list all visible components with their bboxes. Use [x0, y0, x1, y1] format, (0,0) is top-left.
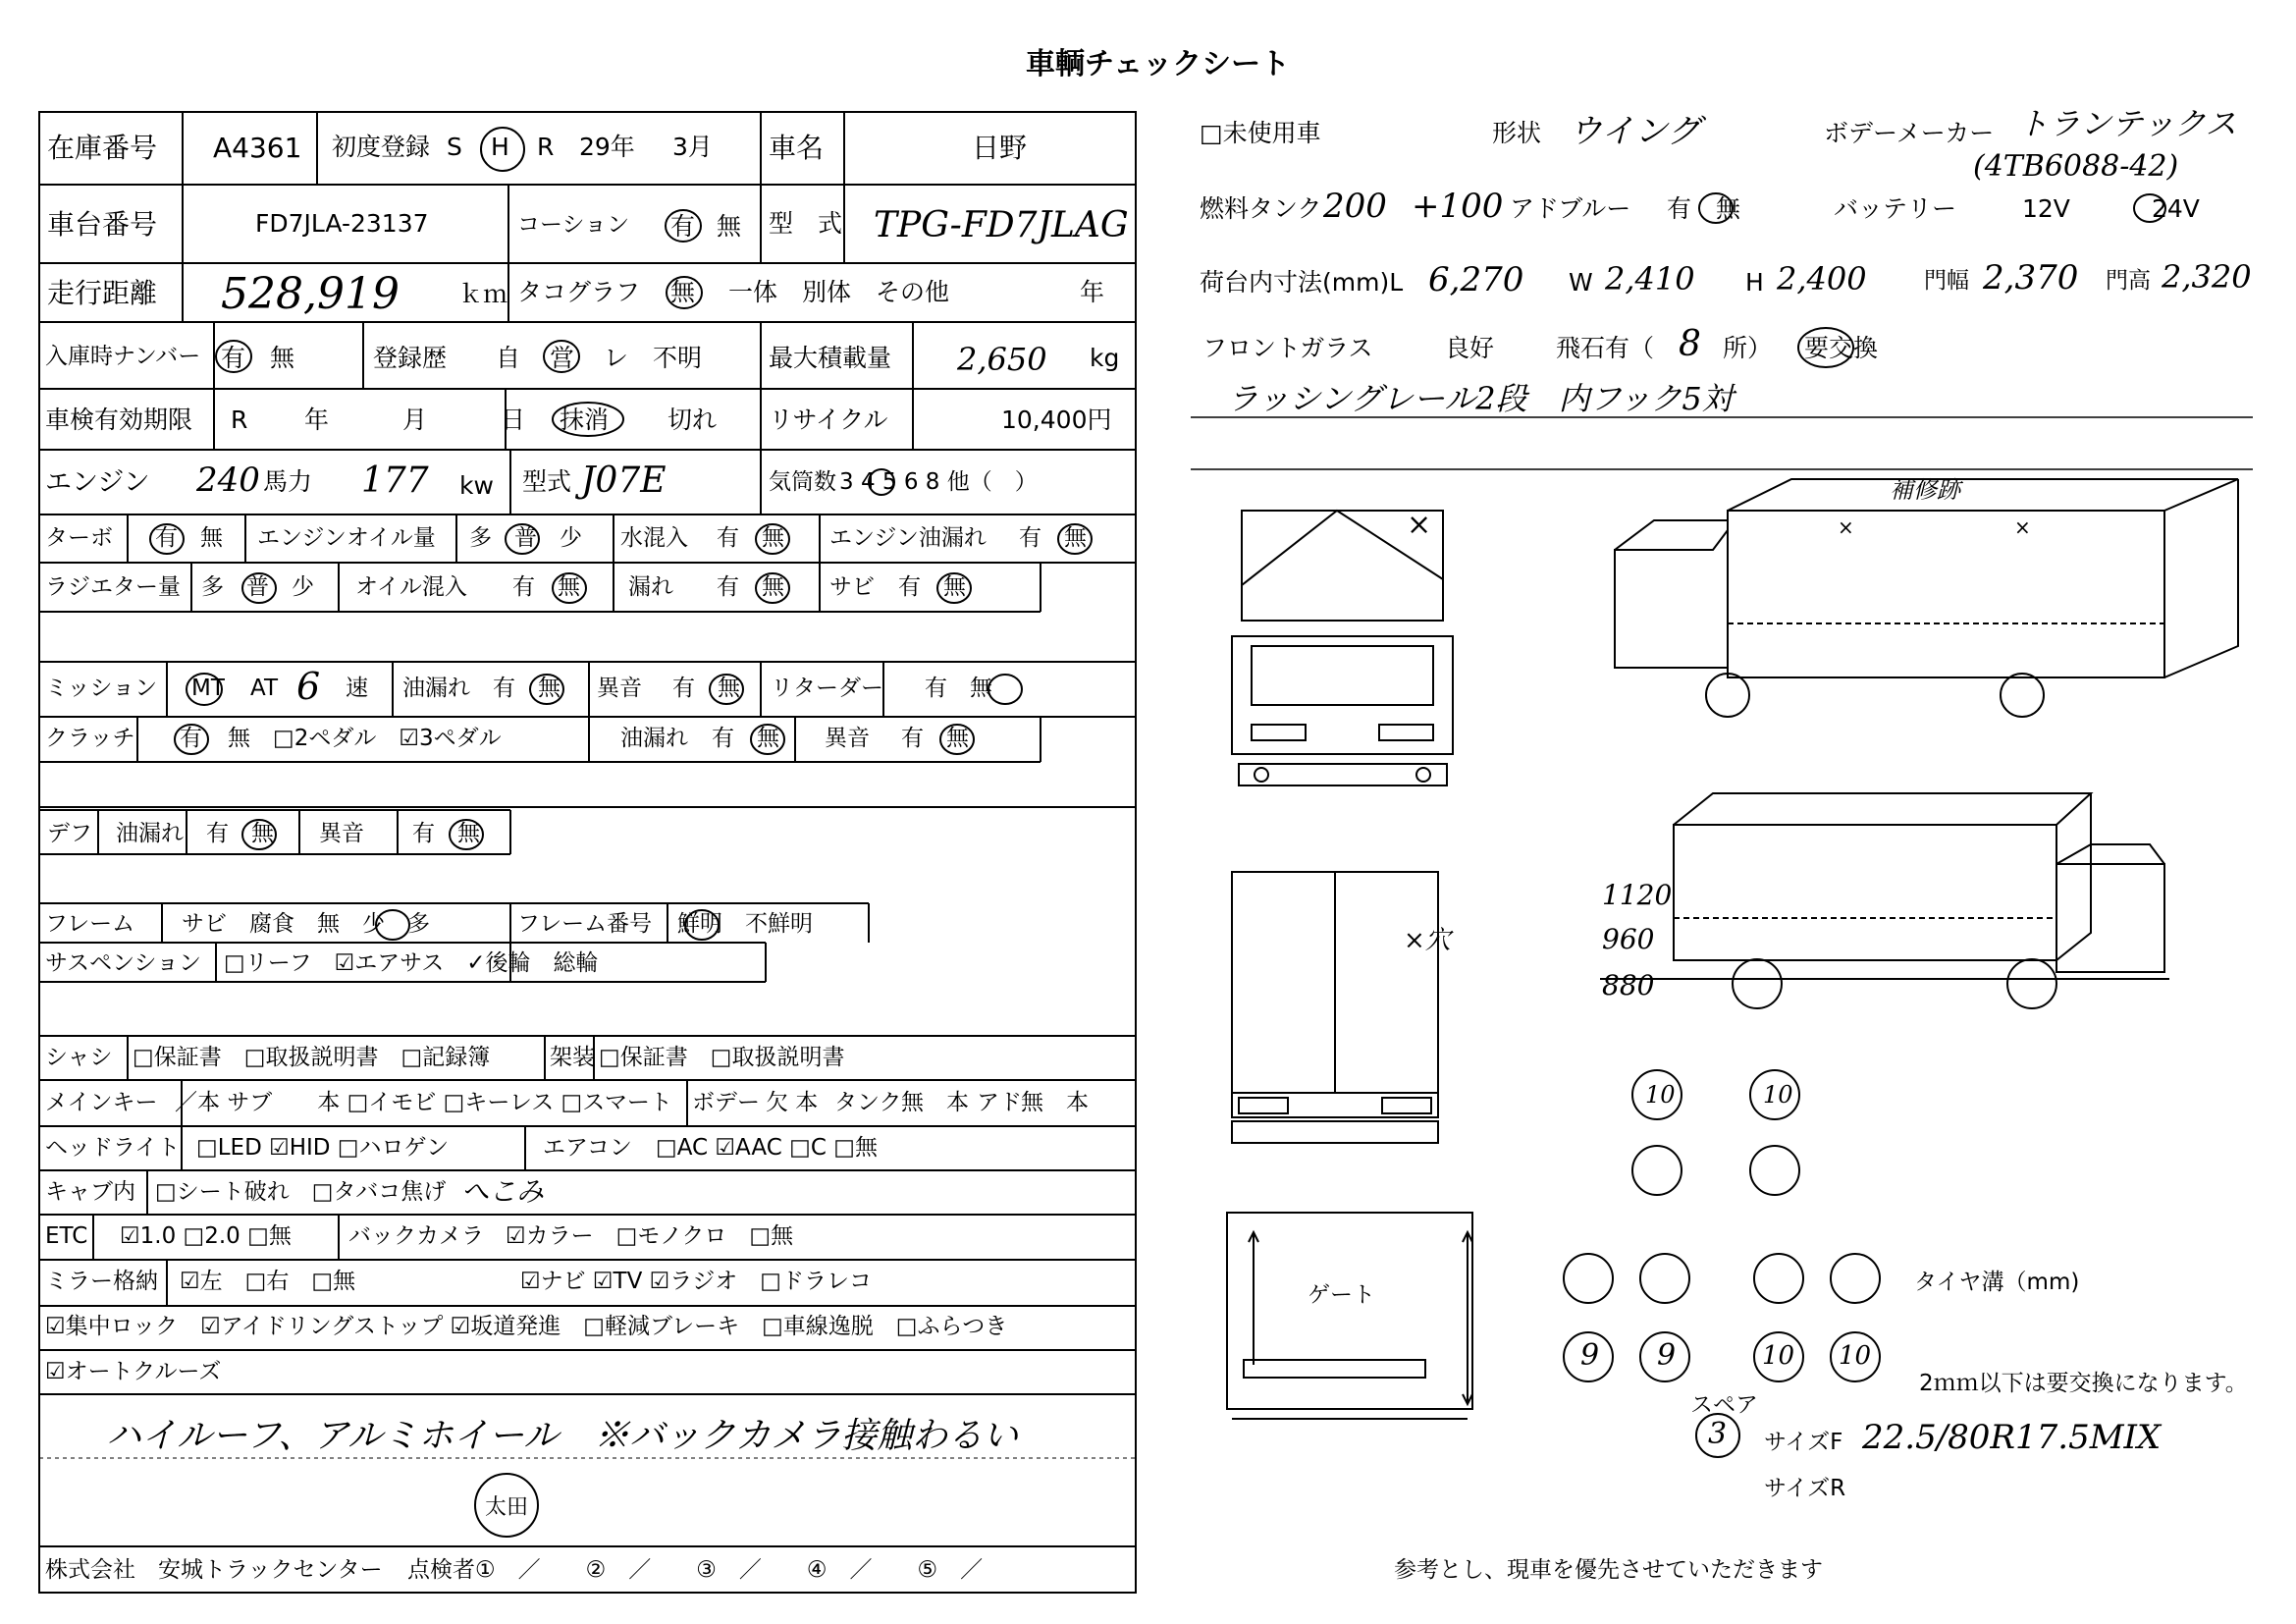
tire-label: タイヤ溝（mm) [1914, 1270, 2080, 1295]
car-name-label: 車名 [769, 132, 825, 164]
height-960: 960 [1602, 923, 1655, 955]
headlight-label: ヘッドライト [45, 1135, 181, 1161]
bottom-truck-box [1674, 825, 2056, 960]
tire-bottom-4: 10 [1839, 1341, 1872, 1371]
frame-label: フレーム [45, 911, 135, 937]
chip-label: 飛石有（ [1556, 334, 1655, 362]
bottom-truck-wheel-rear [1733, 959, 1782, 1008]
cab-opts: □シート破れ □タバコ焦げ [155, 1179, 447, 1205]
gate-w: 2,370 [1983, 258, 2079, 298]
mission-noise-opts: 有 無 [672, 676, 740, 701]
top-truck-cab [1615, 530, 1728, 668]
battery-12: 12V [2022, 194, 2070, 223]
model-label: 型 式 [769, 209, 843, 238]
size-f: 22.5/80R17.5MIX [1862, 1418, 2162, 1457]
mt: MT [191, 676, 225, 701]
top-truck-wheel-rear [2001, 674, 2044, 717]
rust-opts: 有 無 [898, 574, 966, 600]
equip-row2: ☑オートクルーズ [45, 1359, 222, 1384]
engine-leak-opts: 有 無 [1019, 525, 1087, 551]
headlight-opts: □LED ☑HID □ハロゲン [196, 1135, 450, 1161]
reg-hist-label: 登録歴 [373, 344, 448, 372]
radiator-opts: 多 普 少 [201, 574, 314, 600]
stock-no: A4361 [213, 132, 302, 164]
chip-unit: 所） [1723, 334, 1773, 362]
turbo-label: ターボ [45, 525, 113, 551]
stock-no-label: 在庫番号 [47, 132, 158, 164]
cab-note: へこみ [461, 1175, 545, 1208]
w-label: W [1569, 268, 1593, 297]
mirror-opts: ☑左 □右 □無 [180, 1269, 356, 1294]
diff-oil-leak-label: 油漏れ [116, 821, 184, 846]
era-r: R [537, 133, 555, 161]
height-880: 880 [1602, 969, 1655, 1001]
backcam-label: バックカメラ [348, 1223, 484, 1249]
retarder-opts: 有 無 [925, 676, 992, 701]
ad-key-val: 無 本 [1021, 1090, 1089, 1115]
inspect-ymd: 年 月 日 [304, 406, 526, 434]
era-s: S [447, 133, 462, 161]
front-cab-body [1232, 636, 1453, 754]
ad-key-label: アド [977, 1090, 1022, 1115]
dent-note: 補修跡 [1890, 476, 1960, 504]
battery-24: 24V [2152, 194, 2200, 223]
h-label: H [1745, 268, 1764, 297]
mission-oil-leak-opts: 有 無 [493, 676, 561, 701]
height-1120: 1120 [1602, 879, 1673, 911]
oil-mix-opts: 有 無 [512, 574, 580, 600]
diff-noise-opts: 有 無 [412, 821, 480, 846]
reg-hist-fumei: 不明 [653, 344, 703, 372]
body-docs-label: 架装 [550, 1045, 595, 1070]
clutch-noise-label: 異音 [825, 726, 870, 751]
size-r-label: サイズR [1764, 1476, 1846, 1501]
tacho-opts: 一体 別体 その他 [728, 278, 950, 306]
cyl-opts: 3 4 5 6 8 他（ ） [839, 469, 1038, 495]
truck-diagrams [1178, 471, 2296, 1492]
spare-depth: 3 [1708, 1417, 1728, 1451]
footer-company: 株式会社 安城トラックセンター [45, 1557, 383, 1583]
clutch-oil-leak-label: 油漏れ [620, 726, 688, 751]
susp-label: サスペンション [45, 950, 202, 976]
cargo-label: 荷台内寸法(mm)L [1200, 268, 1404, 297]
reg-hist-re: レ [604, 344, 629, 372]
frame-no-label: フレーム番号 [517, 911, 653, 937]
inspect-label: 車検有効期限 [45, 406, 193, 434]
rust-label: サビ [829, 574, 875, 600]
diff-label: デフ [47, 821, 92, 846]
lashing-note: ラッシングレール2段 内フック5対 [1227, 380, 1734, 417]
engine-model: J07E [581, 460, 667, 501]
max-load-label: 最大積載量 [769, 344, 892, 372]
tacho-nashi: 無 [670, 278, 696, 306]
gate-h: 2,320 [2162, 258, 2252, 296]
cargo-h: 2,400 [1777, 260, 1867, 298]
tire-note: 2ｍｍ以下は要交換になります。 [1919, 1371, 2248, 1396]
model: TPG-FD7JLAG [874, 205, 1129, 245]
size-f-label: サイズF [1764, 1430, 1843, 1455]
car-name: 日野 [972, 132, 1028, 164]
km-unit: ｋｍ [458, 280, 508, 308]
navi-opts: ☑ナビ ☑TV ☑ラジオ □ドラレコ [520, 1269, 872, 1294]
tire-bottom-3: 10 [1762, 1341, 1795, 1371]
gate-w-label: 門幅 [1924, 268, 1969, 294]
kw: 177 [361, 460, 429, 501]
engine-oil-opts: 多 普 少 [469, 525, 582, 551]
headlight-right [1379, 725, 1433, 740]
recycle: 10,400円 [1001, 406, 1112, 434]
aircon-label: エアコン [543, 1135, 632, 1161]
retarder-label: リターダー [771, 676, 883, 701]
bottom-truck-wheel-front [2007, 959, 2056, 1008]
diff-noise-label: 異音 [319, 821, 364, 846]
rear-note: ×穴 [1404, 926, 1451, 955]
engine-model-label: 型式 [522, 467, 572, 496]
engine-leak-label: エンジン油漏れ [829, 525, 987, 551]
mainkey-opts: ／本 サブ 本 □イモビ □キーレス □スマート [175, 1090, 672, 1115]
speed: 6 [296, 665, 321, 708]
cargo-l: 6,270 [1428, 260, 1524, 299]
at: AT [250, 676, 278, 701]
coating-ari: 有 [670, 212, 696, 241]
reg-year: 29年 [579, 133, 635, 161]
fuel-label: 燃料タンク [1200, 194, 1322, 223]
recycle-label: リサイクル [769, 406, 888, 434]
plate-nashi: 無 [270, 344, 295, 372]
adblue-label: アドブルー [1510, 194, 1631, 223]
glass-good: 良好 [1445, 334, 1495, 362]
mirror-label: ミラー格納 [45, 1269, 158, 1294]
unused-check: □未使用車 [1200, 119, 1321, 147]
battery-label: バッテリー [1834, 194, 1957, 223]
cargo-w: 2,410 [1605, 260, 1695, 298]
engine-label: エンジン [45, 467, 150, 498]
plate-ari: 有 [221, 344, 246, 372]
cab-label: キャブ内 [45, 1179, 135, 1205]
mileage-label: 走行距離 [47, 277, 158, 309]
reg-month: 3月 [672, 133, 713, 161]
oil-mix-label: オイル混入 [355, 574, 467, 600]
mileage: 528,919 [221, 269, 400, 319]
bariki-label: 馬力 [263, 467, 313, 496]
gate-h-label: 門高 [2106, 268, 2151, 294]
reg-hist-ei: 営 [550, 344, 575, 372]
leak-opts: 有 無 [717, 574, 784, 600]
body-key-val: 欠 本 [766, 1090, 819, 1115]
soku: 速 [346, 676, 368, 701]
kire: 切れ [667, 406, 718, 434]
tank-key-label: タンク [834, 1090, 902, 1115]
tacho-year: 年 [1080, 278, 1105, 306]
etc-opts: ☑1.0 □2.0 □無 [120, 1223, 292, 1249]
gate-lip [1244, 1360, 1425, 1378]
cyl-label: 気筒数 [769, 469, 836, 495]
tank-key-val: 無 本 [901, 1090, 969, 1115]
chassis-docs-label: シャシ [45, 1045, 113, 1070]
remarks: ハイルーフ、アルミホイール ※バックカメラ接触わるい [106, 1416, 1019, 1456]
turbo-opts: 有 無 [155, 525, 223, 551]
plate-label: 入庫時ナンバー [45, 344, 201, 369]
body-maker: トランテックス [2017, 105, 2237, 142]
clutch-label: クラッチ [45, 726, 135, 751]
glass-label: フロントガラス [1202, 334, 1373, 362]
chassis-docs-opts: □保証書 □取扱説明書 □記録簿 [133, 1045, 491, 1070]
aircon-opts: □AC ☑AAC □C □無 [656, 1135, 878, 1161]
fuel-extra: +100 [1412, 187, 1504, 226]
mission-label: ミッション [45, 676, 158, 701]
leak-label: 漏れ [628, 574, 673, 600]
body-maker-code: (4TB6088-42) [1973, 149, 2179, 184]
tire-top-1: 10 [1645, 1081, 1676, 1109]
footer-note: 参考とし、現車を優先させていただきます [1394, 1557, 1823, 1583]
mainkey-label: メインキー [45, 1090, 158, 1115]
tire-top-2: 10 [1763, 1081, 1793, 1109]
chassis-no: FD7JLA-23137 [255, 209, 429, 238]
kw-unit: kw [459, 471, 494, 500]
radiator-label: ラジエター量 [45, 574, 181, 600]
front-x-mark: × [1407, 508, 1432, 542]
top-truck-box [1728, 511, 2164, 677]
gate-label: ゲート [1308, 1282, 1375, 1308]
top-truck-wheel-front [1706, 674, 1749, 717]
massho: 抹消 [560, 406, 610, 434]
inspector-stamp [474, 1473, 539, 1538]
engine-oil-label: エンジンオイル量 [257, 525, 436, 551]
rear-bumper [1232, 1121, 1438, 1143]
windshield [1252, 646, 1433, 705]
frame-no-opts: 鮮明 不鮮明 [677, 911, 813, 937]
body-docs-opts: □保証書 □取扱説明書 [599, 1045, 845, 1070]
clutch-ari: 有 [180, 726, 202, 751]
inspect-era: R [231, 406, 248, 434]
shape-label: 形状 [1492, 119, 1542, 147]
diff-oil-leak-opts: 有 無 [206, 821, 274, 846]
reg-hist-ji: 自 [496, 344, 521, 372]
fuel: 200 [1323, 187, 1387, 226]
top-x-1: × [1838, 515, 1854, 539]
max-load: 2,650 [957, 341, 1047, 378]
replace: 要交換 [1804, 334, 1879, 362]
water-opts: 有 無 [717, 525, 784, 551]
clutch-opts: 無 □2ペダル ☑3ペダル [228, 726, 502, 751]
frame-opts: サビ 腐食 無 少 多 [182, 911, 430, 937]
backcam-opts: ☑カラー □モノクロ □無 [506, 1223, 794, 1249]
headlight-left [1252, 725, 1306, 740]
tire-bottom-2: 9 [1657, 1338, 1677, 1373]
susp-opts: □リーフ ☑エアサス ✓後輪 総輪 [224, 950, 599, 976]
coating-nashi: 無 [717, 212, 742, 241]
etc-label: ETC [45, 1223, 88, 1249]
engine-ps: 240 [196, 460, 260, 500]
footer-inspector: 点検者① ／ ② ／ ③ ／ ④ ／ ⑤ ／ [407, 1557, 984, 1583]
shape: ウイング [1569, 112, 1701, 151]
coating-label: コーション [517, 212, 630, 238]
mission-noise-label: 異音 [597, 676, 642, 701]
tire-bottom-1: 9 [1580, 1338, 1600, 1373]
clutch-oil-leak-opts: 有 無 [712, 726, 779, 751]
page-title: 車輌チェックシート [1026, 47, 1291, 81]
era-h: H [491, 133, 509, 161]
clutch-noise-opts: 有 無 [901, 726, 969, 751]
top-x-2: × [2014, 515, 2031, 539]
body-maker-label: ボデーメーカー [1824, 119, 1995, 147]
stamp-text: 太田 [484, 1494, 528, 1520]
mission-oil-leak-label: 油漏れ [402, 676, 470, 701]
rear-gate [1227, 1213, 1472, 1409]
equip-row1: ☑集中ロック ☑アイドリングストップ ☑坂道発進 □軽減ブレーキ □車線逸脱 □ふらつき [45, 1314, 1008, 1339]
body-key-label: ボデー [692, 1090, 760, 1115]
spare-label: スペア [1690, 1392, 1758, 1418]
first-reg-label: 初度登録 [332, 133, 431, 161]
chip-count: 8 [1679, 324, 1701, 364]
tacho-label: タコグラフ [517, 278, 641, 306]
water-label: 水混入 [620, 525, 688, 551]
max-load-unit: kg [1090, 344, 1120, 372]
chassis-label: 車台番号 [47, 208, 158, 241]
adblue-opts: 有 無 [1667, 194, 1741, 223]
